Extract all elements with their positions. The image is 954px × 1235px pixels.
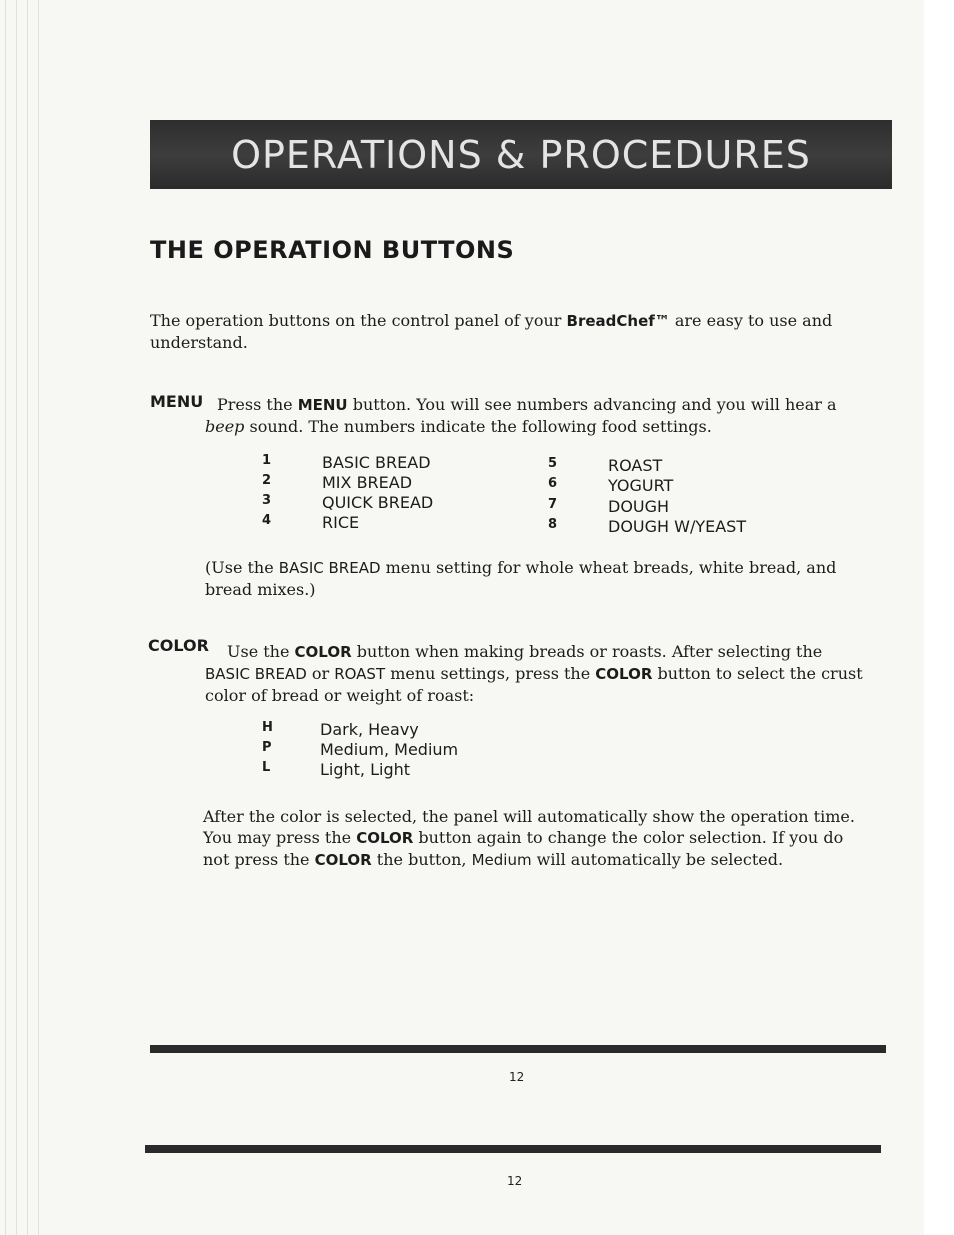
menu-label: MENU bbox=[150, 392, 204, 411]
setting-name: QUICK BREAD bbox=[322, 493, 434, 512]
setting-number: 3 bbox=[262, 493, 272, 508]
setting-number: 1 bbox=[262, 453, 272, 468]
setting-number: 4 bbox=[262, 513, 272, 528]
setting-number: 8 bbox=[548, 517, 558, 532]
color-code: P bbox=[262, 740, 272, 755]
color-desc: Light, Light bbox=[320, 760, 411, 779]
note-text-1: (Use the bbox=[205, 558, 279, 577]
beep-word: beep bbox=[205, 417, 245, 436]
color-text-2: button when making breads or roasts. After selecting the bbox=[351, 642, 823, 661]
setting-name: MIX BREAD bbox=[322, 473, 413, 492]
color-desc: Dark, Heavy bbox=[320, 720, 419, 739]
color-code: H bbox=[262, 720, 273, 735]
color-text-3: or bbox=[306, 664, 335, 683]
setting-number: 6 bbox=[548, 476, 558, 491]
after-text-1: After the color is selected, the panel will automatically show the operation time. You may press the bbox=[203, 807, 855, 847]
color-setting-1: BASIC BREAD bbox=[205, 665, 307, 683]
setting-name: YOGURT bbox=[608, 476, 674, 495]
banner-title: OPERATIONS & PROCEDURES bbox=[231, 132, 811, 177]
scan-edge-artifact bbox=[0, 0, 44, 1235]
menu-description bbox=[205, 394, 865, 437]
setting-name: BASIC BREAD bbox=[322, 453, 431, 472]
footer-rule-2 bbox=[145, 1145, 881, 1153]
page-number: 12 bbox=[509, 1070, 525, 1084]
note-text-2: menu setting for whole wheat breads, white bread, and bread mixes.) bbox=[205, 558, 837, 599]
brand-name: BreadChef™ bbox=[566, 312, 670, 330]
header-banner bbox=[150, 120, 892, 189]
color-text-1: Use the bbox=[227, 642, 295, 661]
intro-paragraph bbox=[150, 310, 850, 353]
menu-button-name: MENU bbox=[297, 396, 348, 414]
menu-note bbox=[205, 557, 865, 600]
color-setting-2: ROAST bbox=[334, 665, 386, 683]
after-text-2: button again to change the color selection. If you do not press the bbox=[203, 828, 844, 869]
setting-number: 2 bbox=[262, 473, 272, 488]
setting-name: DOUGH bbox=[608, 497, 670, 516]
color-button-name-2: COLOR bbox=[595, 665, 653, 683]
after-text-3: the button, bbox=[371, 850, 472, 869]
note-setting: BASIC BREAD bbox=[278, 559, 381, 577]
after-text-4: will automatically be selected. bbox=[531, 850, 784, 869]
footer-rule-1 bbox=[150, 1045, 886, 1053]
after-button-1: COLOR bbox=[356, 829, 414, 847]
color-text-5: button to select the crust color of bread or weight of roast: bbox=[205, 664, 863, 705]
setting-number: 7 bbox=[548, 497, 558, 512]
color-code: L bbox=[262, 760, 271, 775]
menu-text-2: button. You will see numbers advancing and you will hear a bbox=[347, 395, 837, 414]
page-number: 12 bbox=[507, 1174, 523, 1188]
menu-text-3: sound. The numbers indicate the following food settings. bbox=[244, 417, 712, 436]
setting-number: 5 bbox=[548, 456, 558, 471]
color-text-4: menu settings, press the bbox=[385, 664, 596, 683]
after-button-2: COLOR bbox=[314, 851, 372, 869]
setting-name: DOUGH W/YEAST bbox=[608, 517, 747, 536]
section-title: THE OPERATION BUTTONS bbox=[150, 236, 515, 264]
after-default: Medium bbox=[471, 851, 532, 869]
setting-name: RICE bbox=[322, 513, 360, 532]
color-description bbox=[205, 641, 865, 706]
setting-name: ROAST bbox=[608, 456, 663, 475]
page-margin-right bbox=[924, 0, 954, 1235]
color-label: COLOR bbox=[148, 636, 209, 655]
color-desc: Medium, Medium bbox=[320, 740, 459, 759]
intro-text-1: The operation buttons on the control panel of your bbox=[150, 311, 567, 330]
intro-text-2: are easy to use and understand. bbox=[150, 311, 833, 352]
color-after-paragraph bbox=[203, 806, 868, 871]
menu-text-1: Press the bbox=[217, 395, 298, 414]
color-button-name: COLOR bbox=[294, 643, 352, 661]
